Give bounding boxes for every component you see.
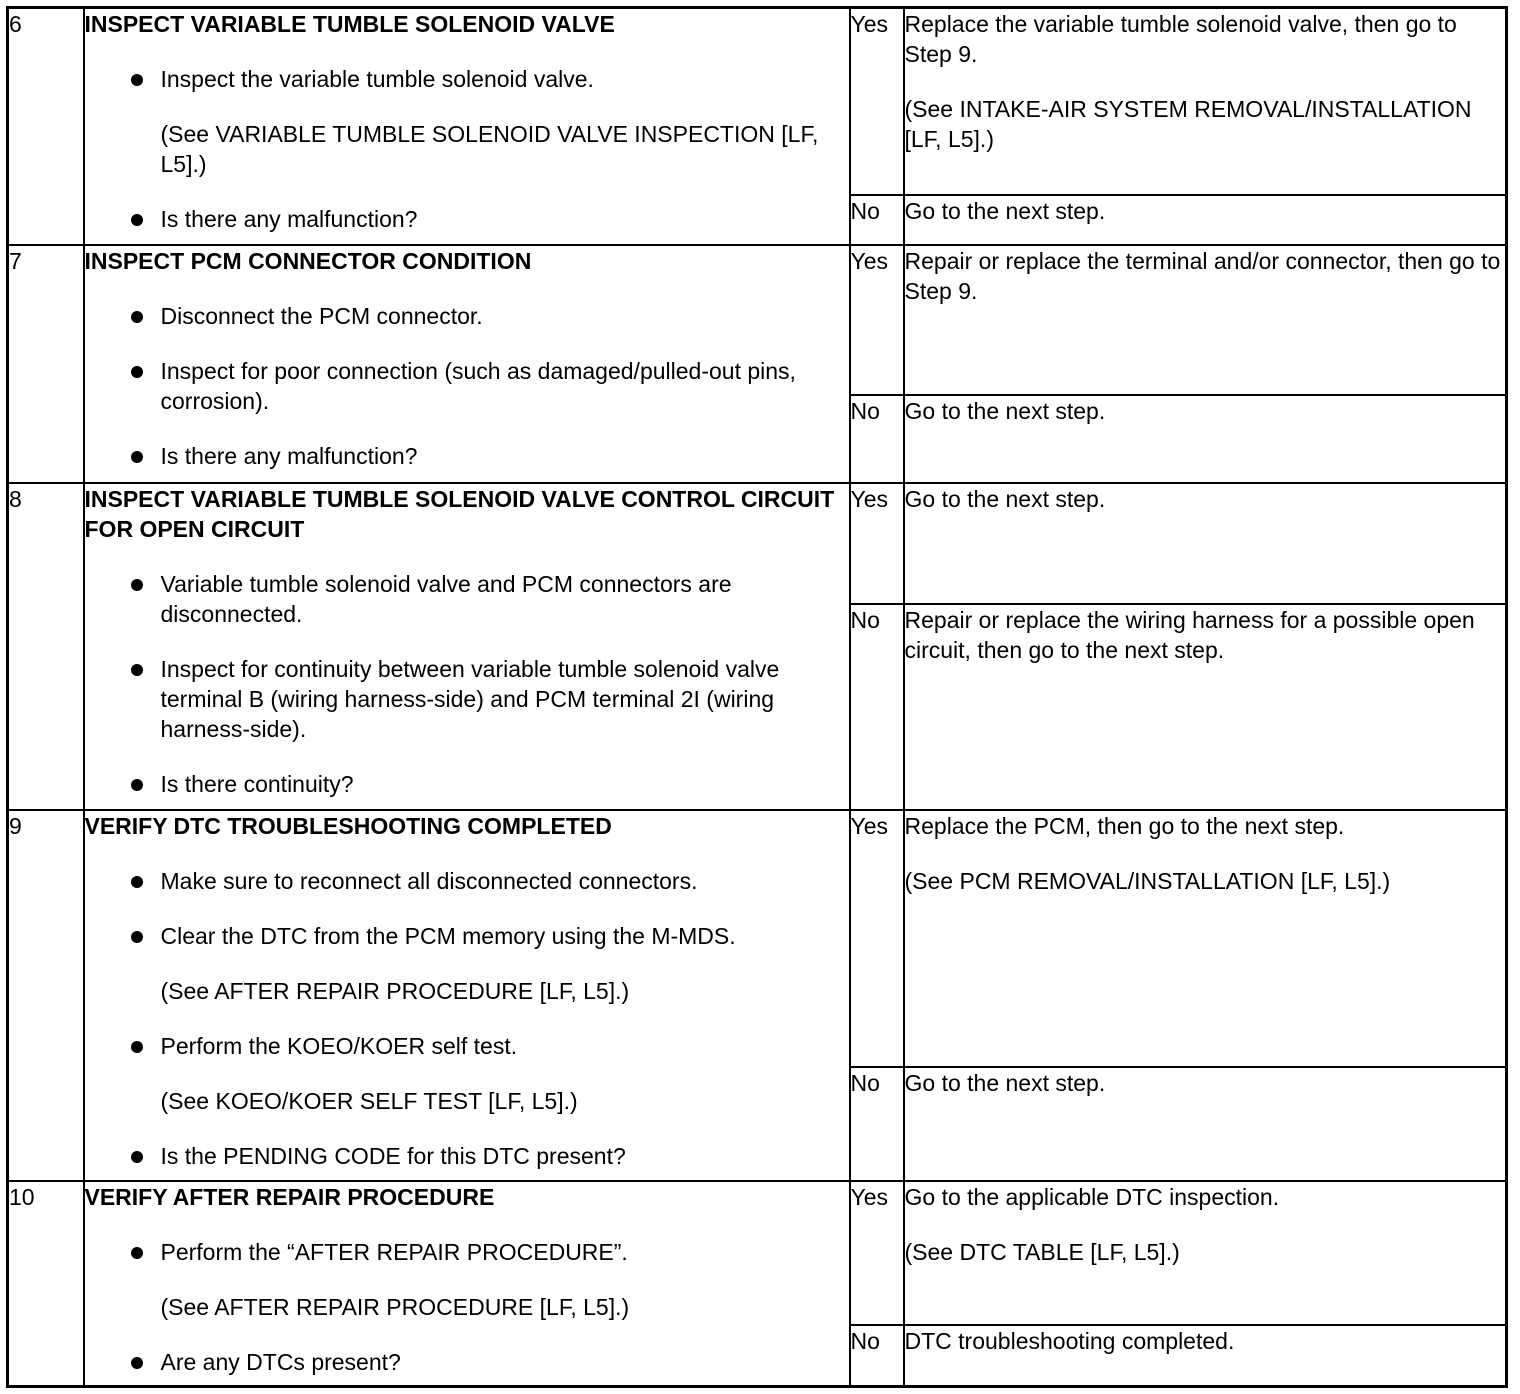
step-reference-item: (See AFTER REPAIR PROCEDURE [LF, L5].) (160, 977, 630, 1004)
yes-label: Yes (850, 1181, 904, 1325)
step-row-yes (8, 483, 1507, 604)
step-title: INSPECT VARIABLE TUMBLE SOLENOID VALVE CONTROL CIRCUIT FOR OPEN CIRCUIT (84, 485, 835, 542)
step-bullet-item: Inspect for continuity between variable tumble solenoid valve terminal B (wiring harness-side) and PCM terminal 2I (wiring harness-side). (85, 654, 849, 744)
step-title: VERIFY AFTER REPAIR PROCEDURE (84, 1183, 495, 1210)
yes-label: Yes (850, 483, 904, 604)
yes-label: Yes (850, 245, 904, 395)
step-row-yes (8, 1181, 1507, 1325)
yes-result (904, 245, 1507, 395)
step-reference-item: (See VARIABLE TUMBLE SOLENOID VALVE INSPECTION [LF, L5].) (160, 121, 819, 177)
step-bullet-item: Disconnect the PCM connector. (85, 301, 849, 331)
step-bullet-item: Make sure to reconnect all disconnected connectors. (85, 866, 849, 896)
troubleshooting-table (6, 6, 1508, 1388)
step-row-yes (8, 245, 1507, 395)
step-action-cell (84, 810, 850, 1181)
step-action-cell (84, 483, 850, 810)
result-line: Repair or replace the wiring harness for a possible open circuit, then go to the next step. (904, 606, 1475, 663)
result-line: (See DTC TABLE [LF, L5].) (904, 1238, 1180, 1265)
step-action-cell (84, 8, 850, 245)
yes-result (904, 810, 1507, 1067)
yes-label: Yes (850, 810, 904, 1067)
no-label: No (850, 1067, 904, 1181)
step-number: 6 (8, 8, 84, 245)
step-bullet-item: Is there any malfunction? (85, 441, 849, 471)
step-row-yes (8, 8, 1507, 195)
step-bullet-item: Is there any malfunction? (85, 204, 849, 234)
step-bullet-item: Variable tumble solenoid valve and PCM connectors are disconnected. (85, 569, 849, 629)
yes-result (904, 8, 1507, 195)
no-label: No (850, 604, 904, 810)
step-title: INSPECT PCM CONNECTOR CONDITION (84, 247, 532, 274)
result-line: DTC troubleshooting completed. (904, 1327, 1235, 1354)
no-result (904, 604, 1507, 810)
yes-result (904, 483, 1507, 604)
result-line: (See PCM REMOVAL/INSTALLATION [LF, L5].) (904, 867, 1391, 894)
step-action-cell (84, 1181, 850, 1387)
no-result (904, 1067, 1507, 1181)
step-bullet-item: Are any DTCs present? (85, 1347, 849, 1377)
step-number: 7 (8, 245, 84, 483)
step-bullet-item: Inspect for poor connection (such as damaged/pulled-out pins, corrosion). (85, 356, 849, 416)
no-label: No (850, 1325, 904, 1387)
step-reference-item: (See KOEO/KOER SELF TEST [LF, L5].) (160, 1087, 578, 1114)
result-line: Replace the PCM, then go to the next step. (904, 812, 1345, 839)
no-label: No (850, 395, 904, 483)
result-line: Replace the variable tumble solenoid valve, then go to Step 9. (904, 11, 1457, 67)
result-line: Go to the next step. (904, 485, 1106, 512)
result-line: Go to the applicable DTC inspection. (904, 1183, 1280, 1210)
step-bullet-item: Clear the DTC from the PCM memory using the M-MDS. (85, 921, 849, 951)
step-number: 10 (8, 1181, 84, 1387)
step-action-cell (84, 245, 850, 483)
no-result (904, 195, 1507, 245)
step-number: 9 (8, 810, 84, 1181)
result-line: Go to the next step. (904, 397, 1106, 424)
result-line: Go to the next step. (904, 1069, 1106, 1096)
no-label: No (850, 195, 904, 245)
step-bullet-item: Inspect the variable tumble solenoid valve. (85, 64, 849, 94)
step-row-yes (8, 810, 1507, 1067)
step-bullet-item: Is the PENDING CODE for this DTC present? (85, 1141, 849, 1171)
no-result (904, 395, 1507, 483)
result-line: (See INTAKE-AIR SYSTEM REMOVAL/INSTALLATION [LF, L5].) (904, 96, 1472, 152)
yes-result (904, 1181, 1507, 1325)
result-line: Repair or replace the terminal and/or connector, then go to Step 9. (904, 247, 1501, 304)
step-reference-item: (See AFTER REPAIR PROCEDURE [LF, L5].) (160, 1293, 630, 1320)
troubleshooting-table-body (8, 8, 1507, 1387)
step-number: 8 (8, 483, 84, 810)
step-bullet-item: Perform the “AFTER REPAIR PROCEDURE”. (85, 1237, 849, 1267)
step-bullet-item: Is there continuity? (85, 769, 849, 799)
step-title: VERIFY DTC TROUBLESHOOTING COMPLETED (84, 812, 612, 839)
no-result (904, 1325, 1507, 1387)
step-bullet-item: Perform the KOEO/KOER self test. (85, 1031, 849, 1061)
result-line: Go to the next step. (904, 197, 1106, 224)
step-title: INSPECT VARIABLE TUMBLE SOLENOID VALVE (84, 11, 615, 37)
yes-label: Yes (850, 8, 904, 195)
